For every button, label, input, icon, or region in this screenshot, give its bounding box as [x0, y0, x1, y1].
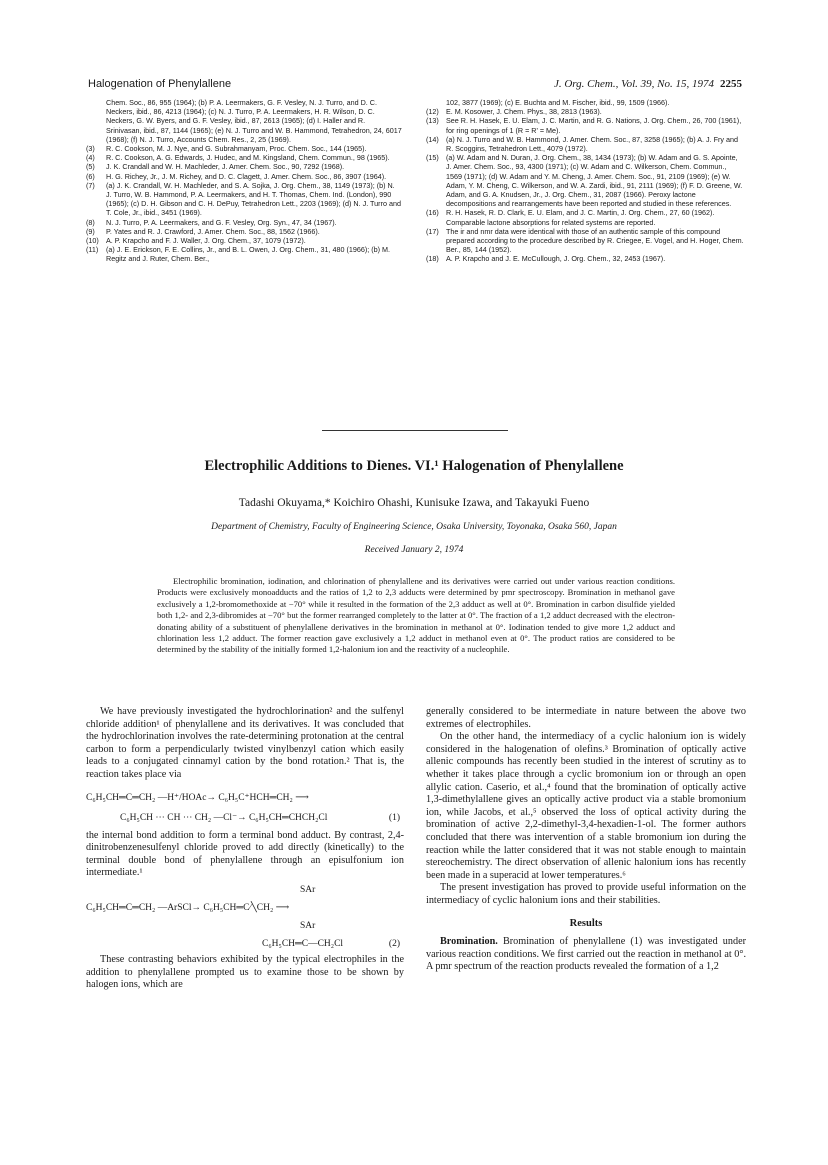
body-paragraph: We have previously investigated the hydrochlorination² and the sulfenyl chloride addition¹ of phenylallene and its derivatives. It was concluded that the hydrochlorination involves the rate-determining protonation at the central carbon to form a perpendicularly twisted vinylbenzyl cation which easily leads to a conjugated cinnamyl cation by the bond rotation.² That is, the reaction takes place via [86, 706, 404, 780]
reference-item: (13) See R. H. Hasek, E. U. Elam, J. C. Martin, and R. G. Nations, J. Org. Chem., 26, 700 (1961), for ring openings of 1 (R = R' = Me). [426, 116, 742, 135]
reference-item: (11) (a) J. E. Erickson, F. E. Collins, Jr., and B. L. Owen, J. Org. Chem., 31, 480 (1966); (b) M. Regitz and J. Ruter, Chem. Ber., [86, 245, 391, 264]
reference-item: (12) E. M. Kosower, J. Chem. Phys., 38, 2813 (1963). [426, 107, 602, 117]
equation-text: C₆H₅CH═C═CH₂ ―ArSCl→ C₆H₅CH═C⁄╲CH₂ ⟶ [86, 902, 290, 913]
section-heading-results: Results [569, 917, 603, 929]
body-paragraph: The present investigation has proved to provide useful information on the intermediacy of cyclic halonium ions and their stabilities. [426, 882, 746, 906]
equation-2-line-1 [86, 896, 404, 920]
article-title: Electrophilic Additions to Dienes. VI.¹ Halogenation of Phenylallene [204, 458, 624, 474]
equation-number: (1) [388, 812, 400, 823]
reference-item: Chem. Soc., 86, 955 (1964); (b) P. A. Leermakers, G. F. Vesley, N. J. Turro, and D. C. Neckers, ibid., 86, 4213 (1964); (c) N. J. Turro, P. A. Leermakers, H. R. Wilson, D. C. Neckers, G. W. Byers, and G. F. Vesley, ibid., 87, 2613 (1965); (d) I. Haller and R. Srinivasan, ibid., 87, 1144 (1965); (e) N. J. Turro and W. B. Hammond, Tetrahedron, 24, 6017 (1968); (f) N. J. Turro, Accounts Chem. Res., 2, 25 (1969). [106, 98, 402, 144]
equation-number: (2) [388, 938, 400, 949]
body-paragraph: These contrasting behaviors exhibited by the typical electrophiles in the addition to phenylallene prompted us to examine those to be shown by halogen ions, which are [86, 953, 404, 991]
reference-item: (17) The ir and nmr data were identical with those of an authentic sample of this compound prepared according to the procedure described by R. Criegee, E. Vogel, and H. Hoger, Chem. Ber., 85, 144 (1952). [426, 226, 744, 255]
reference-item: (3) R. C. Cookson, M. J. Nye, and G. Subrahmanyam, Proc. Chem. Soc., 144 (1965). [86, 144, 367, 154]
reference-item: (18) A. P. Krapcho and J. E. McCullough, J. Org. Chem., 32, 2453 (1967). [426, 254, 666, 264]
article-affiliation: Department of Chemistry, Faculty of Engineering Science, Osaka University, Toyonaka, Osaka 560, Japan [211, 522, 617, 532]
references-right-column [426, 98, 744, 264]
reference-item: (6) H. G. Richey, Jr., J. M. Richey, and D. C. Clagett, J. Amer. Chem. Soc., 86, 3907 (1964). [86, 171, 387, 181]
equation-text: C₆H₅CH═C—CH₂Cl [262, 938, 344, 949]
run-in-heading: Bromination. [440, 936, 498, 948]
body-right-column [426, 706, 746, 974]
running-head-journal [554, 78, 742, 90]
equation-2-label-top [86, 884, 404, 896]
reference-item: (16) R. H. Hasek, R. D. Clark, E. U. Elam, and J. C. Martin, J. Org. Chem., 27, 60 (1962). Comparable lactone absorptions for related systems are reported. [426, 208, 715, 227]
equation-text: C₆H₅CH═C═CH₂ ―H⁺/HOAc→ C₆H₅C⁺HCH═CH₂ ⟶ [86, 792, 309, 803]
references-left-column [86, 98, 402, 264]
body-paragraph: On the other hand, the intermediacy of a cyclic halonium ion is widely considered in the halogenation of olefins.³ Bromination of optically active allenic compounds has recently been studied in the interest of scrutiny as to whether it takes place through a cyclic bromonium ion or through an open allylic cation. Caserio, et al.,⁴ found that the bromination of optically active 1,3-dimethylallene gives an optically active product via a stable bromonium ion, while Jacobs, et al.,⁵ observed the loss of optical activity during the bromination of active 2,2-dimethyl-3,4-hexadien-1-ol. The former authors concluded that there was intervention of a stable bromonium ion during the reaction while the latter considered that it was not stable enough to maintain stereochemistry. The direct observation of allenic halonium ions has recently been made in a superacid at lower temperatures.⁶ [426, 731, 746, 881]
running-head [88, 78, 742, 94]
reference-item: (15) (a) W. Adam and N. Duran, J. Org. Chem., 38, 1434 (1973); (b) W. Adam and G. S. Apointe, J. Amer. Chem. Soc., 93, 4300 (1971); (c) W. Adam and C. Wilkerson, Chem. Commun., 1569 (1971); (d) W. Adam and Y. M. Cheng, J. Amer. Chem. Soc., 91, 2109 (1969); (e) W. Adam, Y. M. Cheng, C. Wilkerson, and W. A. Zardi, ibid., 91, 2111 (1969); (f) F. D. Greene, W. Adam, and G. A. Knudsen, Jr., J. Org. Chem., 31, 2087 (1966). Peroxy lactone decompositions and rearrangements have been reported and studied in these references. [426, 153, 743, 209]
abstract: Electrophilic bromination, iodination, and chlorination of phenylallene and its derivatives were carried out under various reaction conditions. Products were exclusively monoadducts and the ratios of 1,2 to 2,3 adducts were determined by pmr spectroscopy. Bromination in methanol gave exclusively a 1,2-bromomethoxide at −70° while it resulted in the formation of the 2,3 adduct as well at 0°. Bromination in carbon disulfide yielded both 1,2- and 2,3-dibromides at −70° but the former rearranged completely to the latter at 0°. The fraction of a 1,2 adduct decreased with the electron-donating ability of a substituent of phenylallene derivatives in the bromination in methanol at 0°. Iodination tended to give more 1,2 adduct and chlorination less 1,2 adduct. The former reaction gave exclusively a 1,2 adduct in methanol even at 0°. The product ratios are considered to be determined by the stability of the initially formed 1,2-halonium ion and the reactivity of a nucleophile. [157, 576, 675, 655]
equation-text: SAr [300, 920, 316, 931]
reference-item: (9) P. Yates and R. J. Crawford, J. Amer. Chem. Soc., 88, 1562 (1966). [86, 226, 320, 236]
equation-text: SAr [300, 884, 316, 895]
equation-2-line-2 [86, 934, 404, 954]
body-paragraph [426, 936, 746, 974]
equation-text: C₆H₅CH ⋯ CH ⋯ CH₂ ―Cl⁻→ C₆H₅CH═CHCH₂Cl [120, 812, 328, 823]
reference-item: (7) (a) J. K. Crandall, W. H. Machleder, and S. A. Sojka, J. Org. Chem., 38, 1149 (1973); (b) N. J. Turro, W. B. Hammond, P. A. Leermakers, and H. T. Thomas, Chem. Ind. (London), 990 (1965); (c) D. H. Gibson and C. H. DePuy, Tetrahedron Lett., 2203 (1969); (d) N. J. Turro and T. Cole, Jr., ibid., 3451 (1969). [86, 180, 401, 218]
paragraph-text: Bromination of phenylallene (1) was investigated under various reaction conditions. We first carried out the reaction in methanol at 0°. A pmr spectrum of the reaction products revealed the formation of a 1,2 [426, 936, 746, 973]
article-authors: Tadashi Okuyama,* Koichiro Ohashi, Kunisuke Izawa, and Takayuki Fueno [238, 497, 590, 509]
reference-item: (8) N. J. Turro, P. A. Leermakers, and G. F. Vesley, Org. Syn., 47, 34 (1967). [86, 217, 337, 227]
reference-item: (5) J. K. Crandall and W. H. Machleder, J. Amer. Chem. Soc., 90, 7292 (1968). [86, 162, 345, 172]
received-date: Received January 2, 1974 [364, 545, 464, 555]
equation-1-line-1 [86, 788, 404, 808]
reference-item: (14) (a) N. J. Turro and W. B. Hammond, J. Amer. Chem. Soc., 87, 3258 (1965); (b) A. J. Fry and R. Scoggins, Tetrahedron Lett., 4079 (1972). [426, 134, 739, 154]
body-paragraph: the internal bond addition to form a terminal bond adduct. By contrast, 2,4-dinitrobenzenesulfenyl chloride proved to add directly (kinetically) to the terminal double bond of phenylallene through an episulfonium ion intermediate.¹ [86, 829, 404, 879]
running-head-title: Halogenation of Phenylallene [88, 78, 232, 90]
reference-item: (10) A. P. Krapcho and F. J. Waller, J. Org. Chem., 37, 1079 (1972). [86, 236, 306, 246]
page-number: 2255 [720, 78, 742, 90]
equation-2-label-mid [86, 920, 404, 934]
body-left-column [86, 706, 404, 992]
section-divider [322, 430, 508, 431]
reference-item: (4) R. C. Cookson, A. G. Edwards, J. Hudec, and M. Kingsland, Chem. Commun., 98 (1965). [86, 153, 390, 163]
reference-item: 102, 3877 (1969); (c) E. Buchta and M. Fischer, ibid., 99, 1509 (1966). [446, 98, 670, 107]
equation-1-line-2 [86, 808, 404, 830]
body-paragraph: generally considered to be intermediate in nature between the above two extremes of electrophiles. [426, 706, 746, 730]
journal-citation: J. Org. Chem., Vol. 39, No. 15, 1974 [553, 78, 714, 90]
